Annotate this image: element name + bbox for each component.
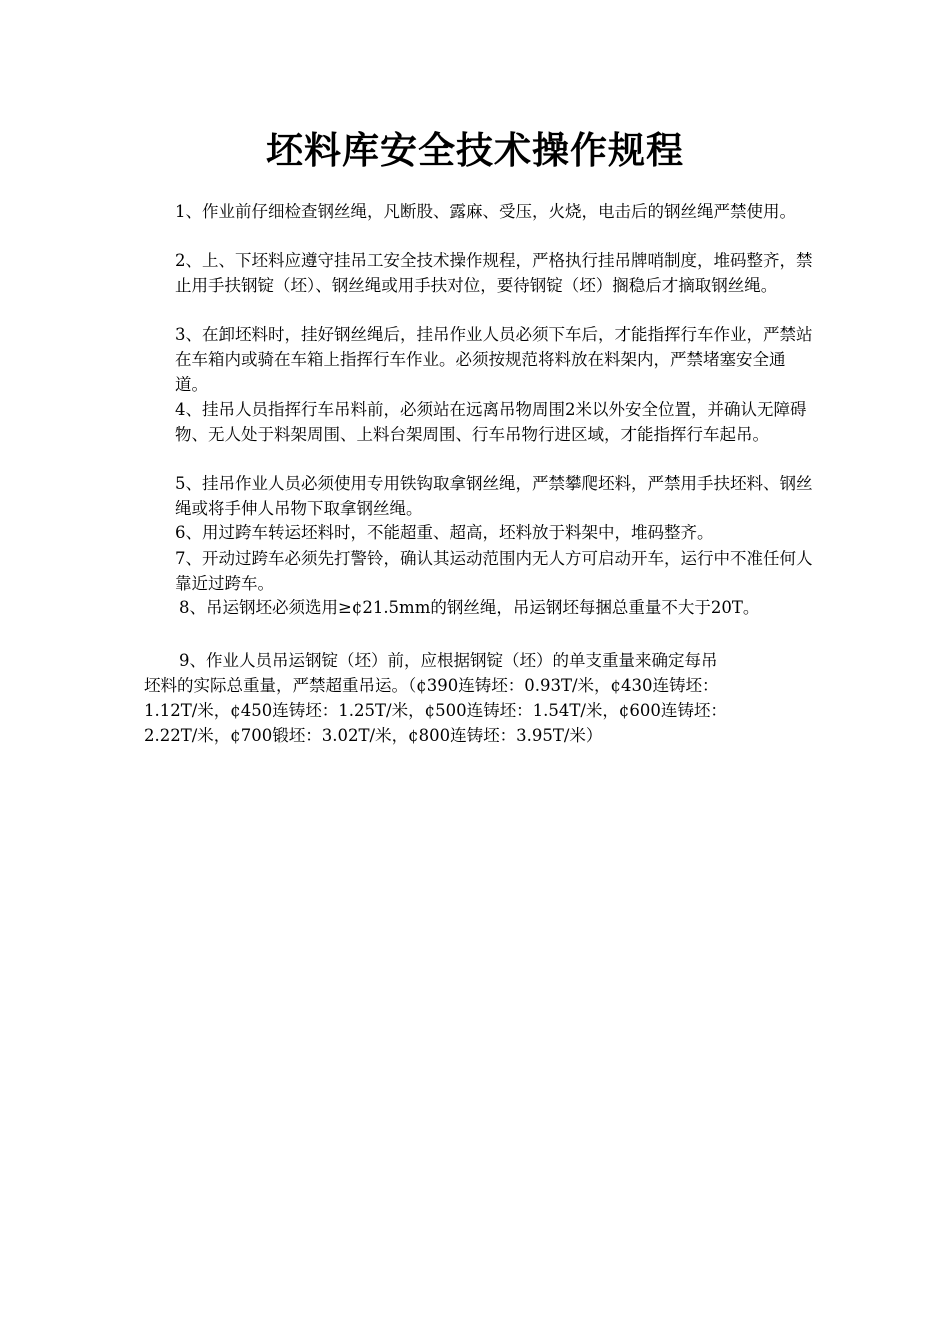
- rule-paragraph-3: 3、在卸坯料时，挂好钢丝绳后，挂吊作业人员必须下车后，才能指挥行车作业，严禁站在车箱内或骑在车箱上指挥行车作业。必须按规范将料放在料架内，严禁堵塞安全通道。: [175, 325, 813, 394]
- rule-paragraph-2: 2、上、下坯料应遵守挂吊工安全技术操作规程，严格执行挂吊牌哨制度，堆码整齐，禁止用手扶钢锭（坯）、钢丝绳或用手扶对位，要待钢锭（坯）搁稳后才摘取钢丝绳。: [175, 251, 813, 295]
- rule-paragraph-7: 7、开动过跨车必须先打警铃，确认其运动范围内无人方可启动开车，运行中不准任何人靠近过跨车。: [175, 549, 813, 593]
- rule-paragraph-5: 5、挂吊作业人员必须使用专用铁钩取拿钢丝绳，严禁攀爬坯料，严禁用手扶坯料、钢丝绳或将手伸人吊物下取拿钢丝绳。: [175, 474, 813, 518]
- rule-paragraph-4: 4、挂吊人员指挥行车吊料前，必须站在远离吊物周围2米以外安全位置，并确认无障碍物、无人处于料架周围、上料台架周围、行车吊物行进区域，才能指挥行车起吊。: [175, 400, 807, 444]
- rule-paragraph-6: 6、用过跨车转运坯料时，不能超重、超高，坯料放于料架中，堆码整齐。: [175, 523, 714, 542]
- rule-paragraph-9: [144, 648, 814, 748]
- rule-paragraph-1: 1、作业前仔细检查钢丝绳，凡断股、露麻、受压，火烧，电击后的钢丝绳严禁使用。: [175, 202, 796, 221]
- rule-paragraph-9-line: 9、作业人员吊运钢锭（坯）前，应根据钢锭（坯）的单支重量来确定每吊: [179, 651, 718, 670]
- rule-paragraph-8: 8、吊运钢坯必须选用≥¢21.5mm的钢丝绳，吊运钢坯每捆总重量不大于20T。: [179, 598, 760, 617]
- rule-paragraph-9-line: 1.12T/米，¢450连铸坯：1.25T/米，¢500连铸坯：1.54T/米，¢600连铸坯：: [144, 701, 727, 720]
- rule-paragraph-9-line: 2.22T/米，¢700锻坯：3.02T/米，¢800连铸坯：3.95T/米）: [144, 726, 603, 745]
- document-title: 坯料库安全技术操作规程: [266, 128, 684, 172]
- rule-paragraph-9-line: 坯料的实际总重量，严禁超重吊运。（¢390连铸坯：0.93T/米，¢430连铸坯：: [144, 676, 719, 695]
